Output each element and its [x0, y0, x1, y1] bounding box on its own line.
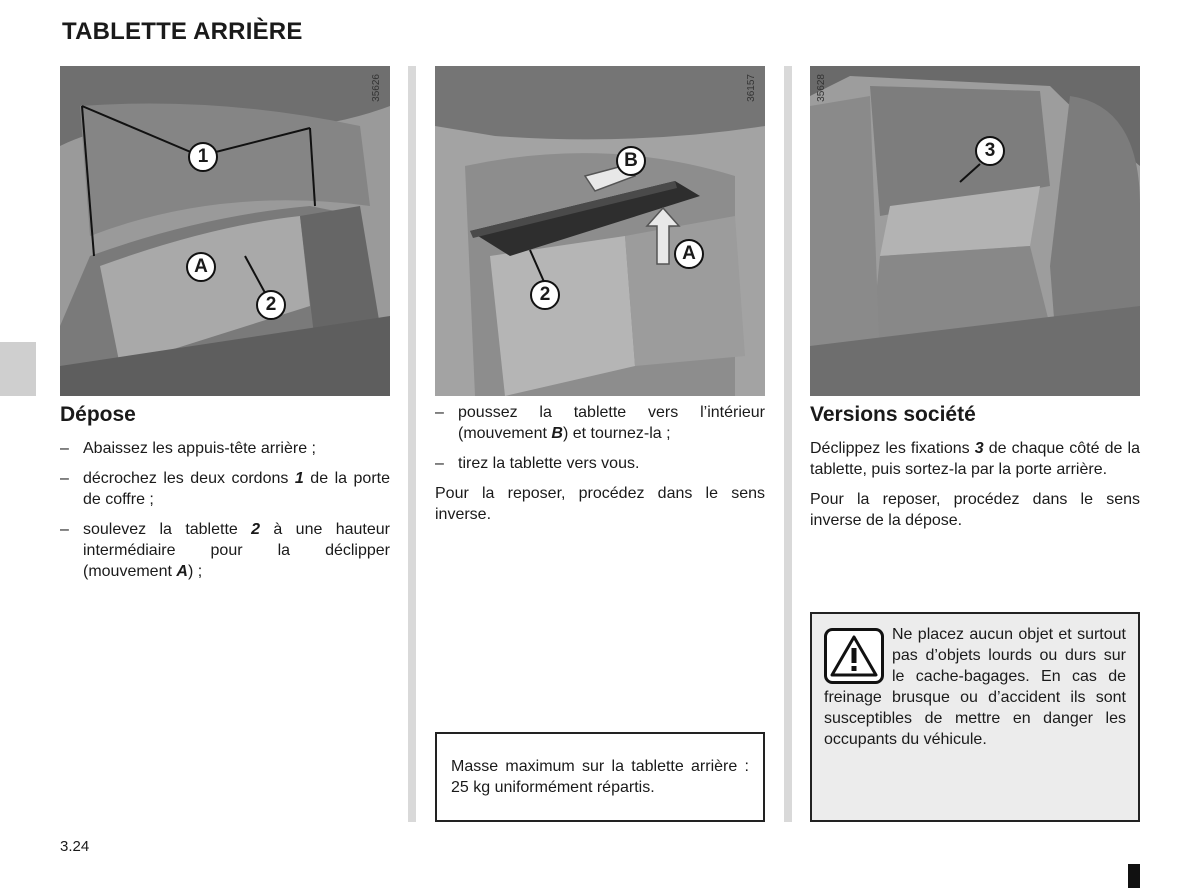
list-item: – poussez la tablette vers l’intérieur (mouvement B) et tournez-la ;: [435, 404, 765, 442]
refit-paragraph: Pour la reposer, procédez dans le sens inverse.: [435, 485, 765, 523]
page-title: TABLETTE ARRIÈRE: [62, 18, 303, 45]
section-heading-versions-societe: Versions société: [810, 403, 976, 426]
column-divider-2: [784, 66, 792, 822]
section-tab: [0, 342, 36, 396]
column-removal: [60, 402, 390, 591]
refit-paragraph: Pour la reposer, procédez dans le sens inverse de la dépose.: [810, 491, 1140, 529]
callout-B: B: [616, 146, 646, 176]
callout-1: 1: [188, 142, 218, 172]
illustration-remove-shelf: [60, 66, 390, 396]
list-item: – tirez la tablette vers vous.: [435, 455, 640, 472]
unclip-paragraph: Déclippez les fixations 3 de chaque côté de la tablette, puis sortez-la par la porte arrière.: [810, 440, 1140, 478]
page-number: 3.24: [60, 838, 90, 855]
figure-ref-number: 35628: [816, 74, 827, 102]
column-steps: [435, 402, 765, 534]
illustration-tilt-shelf: [435, 66, 765, 396]
callout-2: 2: [256, 290, 286, 320]
callout-A: A: [186, 252, 216, 282]
warning-box: Ne placez aucun objet et surtout pas d’objets lourds ou durs sur le cache-bagages. En cas de freinage brusque ou d’accident ils sont susceptibles de mettre en danger les occupants du véhicule.: [810, 612, 1140, 822]
section-heading-depose: Dépose: [60, 403, 136, 426]
list-item: – décrochez les deux cordons 1 de la porte de coffre ;: [60, 470, 391, 508]
figure-ref-number: 35626: [371, 74, 382, 102]
column-company-version: [810, 402, 1140, 540]
column-divider-1: [408, 66, 416, 822]
edge-marker: [1128, 864, 1140, 888]
figure-ref-number: 36157: [746, 74, 757, 102]
callout-2: 2: [530, 280, 560, 310]
list-item: – soulevez la tablette 2 à une hauteur intermédiaire pour la déclipper (mouvement A) ;: [60, 521, 390, 580]
callout-A: A: [674, 239, 704, 269]
list-item: – Abaissez les appuis-tête arrière ;: [60, 440, 316, 457]
callout-3: 3: [975, 136, 1005, 166]
illustration-company-version: [810, 66, 1140, 396]
max-load-note: Masse maximum sur la tablette arrière : 25 kg uniformément répartis.: [435, 732, 765, 822]
warning-triangle-icon: [824, 628, 884, 684]
